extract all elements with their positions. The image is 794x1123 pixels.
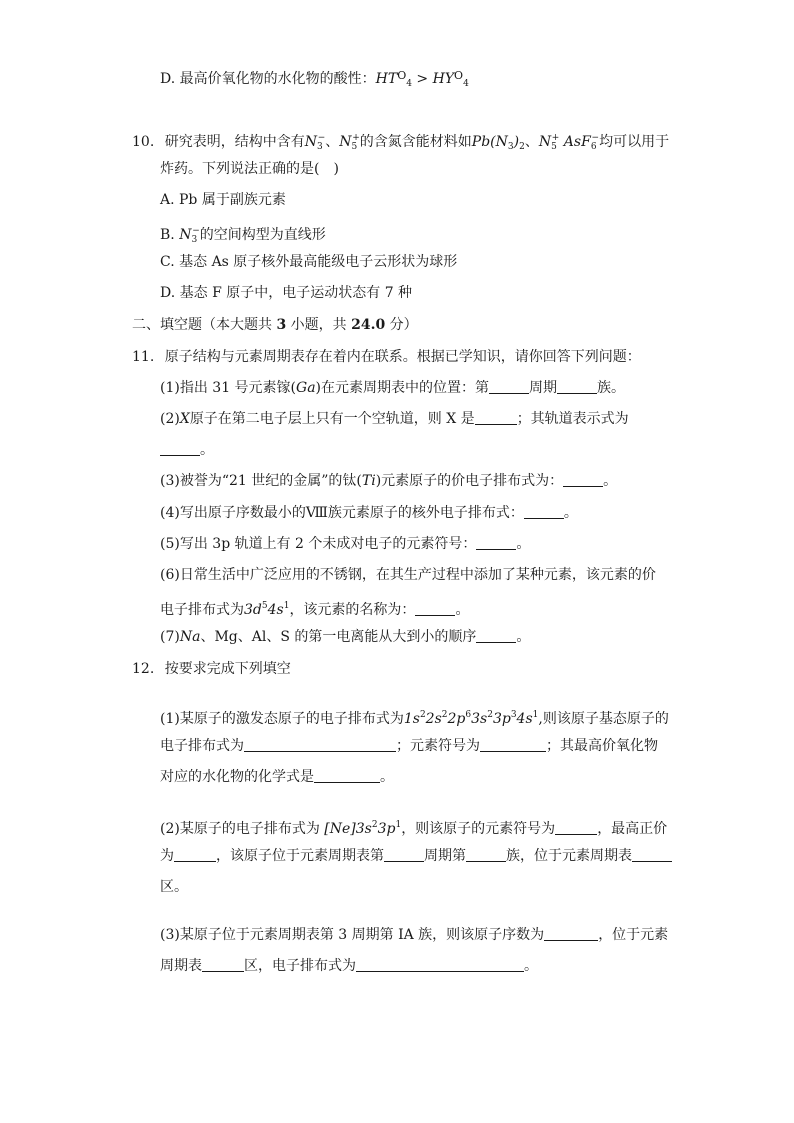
q11-part7-text: (7) bbox=[160, 629, 180, 645]
formula: X bbox=[179, 411, 190, 427]
q11-part6-text: 。 bbox=[455, 602, 470, 618]
formula: ) bbox=[513, 134, 520, 150]
q11-part3-text: 。 bbox=[603, 473, 618, 489]
q11-part1-text: 周期 bbox=[529, 380, 558, 396]
q11-part7-text: 、Mg、Al、S 的第一电离能从大到小的顺序 bbox=[200, 629, 477, 645]
q10-option-c: C. 基态 As 原子核外最高能级电子云形状为球形 bbox=[160, 254, 458, 270]
formula: 3 bbox=[191, 235, 198, 245]
q10-stem: 均可以用于 bbox=[599, 134, 670, 150]
q12-part2-text: 族，位于元素周期表 bbox=[506, 848, 632, 864]
q11-part5-text: (5)写出 3p 轨道上有 2 个未成对电子的元素符号： bbox=[160, 536, 477, 552]
formula: HY bbox=[432, 71, 455, 87]
q11-part6: (6)日常生活中广泛应用的不锈钢，在其生产过程中添加了某种元素，该元素的价 bbox=[160, 567, 656, 583]
section-score: 24.0 bbox=[351, 317, 386, 333]
q12-stem bbox=[132, 659, 291, 679]
formula: [Ne]3s bbox=[324, 821, 372, 837]
q12-part1-text: ,则该原子基态原子的 bbox=[538, 711, 669, 727]
q12-part2-cont bbox=[160, 846, 672, 866]
section-heading-mid: 小题，共 bbox=[286, 317, 352, 333]
q12-part3-text: 。 bbox=[524, 958, 538, 974]
formula: 2 bbox=[371, 820, 378, 830]
formula: 5 bbox=[551, 142, 557, 152]
formula: 2s bbox=[425, 711, 442, 727]
answer-blank[interactable] bbox=[480, 737, 546, 752]
q11-part6-text: 电子排布式为 bbox=[160, 602, 244, 618]
formula: 2 bbox=[519, 142, 525, 152]
q12-part2-text: ，最高正价 bbox=[597, 821, 668, 837]
q12-part1-text: 。 bbox=[380, 769, 394, 785]
q11-part4 bbox=[160, 503, 578, 523]
q12-part1-text: 电子排布式为 bbox=[160, 738, 244, 754]
formula: − bbox=[192, 226, 200, 236]
formula: 1 bbox=[395, 820, 402, 830]
q10-stem: 的含氮含能材料如 bbox=[359, 134, 472, 150]
formula: − bbox=[317, 133, 326, 143]
q11-part2-text: (2) bbox=[160, 411, 180, 427]
q12-part3-text: 周期表 bbox=[160, 958, 202, 974]
formula: Na bbox=[179, 629, 201, 645]
q11-part1-text: )在元素周期表中的位置：第 bbox=[315, 380, 490, 396]
answer-blank[interactable] bbox=[489, 379, 529, 394]
q12-part2-text: 周期第 bbox=[424, 848, 466, 864]
formula: 1 bbox=[532, 710, 539, 720]
q9-option-d-text: D. 最高价氧化物的水化物的酸性： bbox=[160, 71, 376, 87]
answer-blank[interactable] bbox=[524, 504, 564, 519]
formula: 4 bbox=[406, 79, 412, 89]
q11-part2-text: ；其轨道表示式为 bbox=[516, 411, 629, 427]
q12-part1-text: 对应的水化物的化学式是 bbox=[160, 769, 314, 785]
q12-part2-text: ，则该原子的元素符号为 bbox=[401, 821, 556, 837]
formula: − bbox=[591, 133, 600, 143]
q11-part5-text: 。 bbox=[516, 536, 531, 552]
formula: N bbox=[179, 227, 192, 243]
formula: Pb(N bbox=[471, 134, 508, 150]
section-question-count: 3 bbox=[276, 317, 287, 333]
q12-part2-text: ，该原子位于元素周期表第 bbox=[216, 848, 384, 864]
q11-part2-text: 原子在第二电子层上只有一个空轨道，则 X 是 bbox=[189, 411, 475, 427]
q10-option-b bbox=[160, 221, 326, 250]
answer-blank[interactable] bbox=[174, 847, 216, 862]
q11-part1-text: 族。 bbox=[597, 380, 626, 396]
q12-part1-cont2 bbox=[160, 767, 394, 787]
q12-part3-text: 区，电子排布式为 bbox=[244, 958, 356, 974]
q10-stem: 、 bbox=[325, 134, 340, 150]
formula: 2 bbox=[487, 710, 493, 720]
q11-part7-text: 。 bbox=[516, 629, 531, 645]
answer-blank[interactable] bbox=[356, 957, 524, 972]
q12-part2 bbox=[160, 815, 667, 839]
q12-part3-cont bbox=[160, 956, 538, 976]
q11-part3-text: (3)被誉为“21 世纪的金属”的钛( bbox=[160, 473, 362, 489]
answer-blank[interactable] bbox=[476, 535, 516, 550]
q11-part1 bbox=[160, 378, 625, 398]
formula: 3 bbox=[510, 710, 517, 720]
formula: O bbox=[397, 69, 407, 82]
q11-part2-text: 。 bbox=[200, 442, 214, 458]
formula: N bbox=[304, 134, 317, 150]
answer-blank[interactable] bbox=[544, 926, 598, 941]
answer-blank[interactable] bbox=[160, 441, 200, 456]
formula: N bbox=[538, 134, 552, 150]
answer-blank[interactable] bbox=[384, 847, 424, 862]
formula: HT bbox=[375, 71, 398, 87]
answer-blank[interactable] bbox=[632, 847, 672, 862]
q11-intro: 原子结构与元素周期表存在着内在联系。根据已学知识，请你回答下列问题： bbox=[164, 349, 641, 365]
formula: + bbox=[551, 133, 560, 143]
answer-blank[interactable] bbox=[476, 628, 516, 643]
formula: + bbox=[352, 133, 360, 143]
q10-option-a: A. Pb 属于副族元素 bbox=[160, 192, 286, 208]
formula: 4 bbox=[463, 79, 469, 89]
formula: N bbox=[339, 134, 352, 150]
q11-part4-text: 。 bbox=[563, 505, 578, 521]
q11-stem bbox=[132, 347, 641, 367]
q11-part7 bbox=[160, 627, 530, 647]
answer-blank[interactable] bbox=[557, 379, 597, 394]
formula: 2 bbox=[441, 710, 448, 720]
formula: Ti bbox=[361, 473, 376, 489]
q10-option-b-text: 的空间构型为直线形 bbox=[199, 227, 326, 243]
formula: 6 bbox=[465, 710, 472, 720]
q12-part2-text: (2)某原子的电子排布式为 bbox=[160, 821, 325, 837]
answer-blank[interactable] bbox=[563, 472, 603, 487]
formula: 1 bbox=[283, 601, 290, 611]
answer-blank[interactable] bbox=[314, 768, 380, 783]
q12-part2-text: 为 bbox=[160, 848, 174, 864]
q11-part2 bbox=[160, 409, 629, 429]
formula: 2 bbox=[419, 710, 426, 720]
q11-part3 bbox=[160, 471, 617, 491]
formula: O bbox=[454, 69, 464, 82]
q12-part1-cont bbox=[160, 736, 658, 756]
q11-part1-text: (1)指出 31 号元素镓( bbox=[160, 380, 297, 396]
section-heading bbox=[132, 315, 418, 335]
formula: 4s bbox=[267, 602, 284, 618]
question-number: 11. bbox=[132, 349, 155, 365]
q11-part5 bbox=[160, 534, 530, 554]
formula: 3p bbox=[377, 821, 396, 837]
formula: 3 bbox=[507, 142, 514, 152]
answer-blank[interactable] bbox=[415, 601, 455, 616]
q12-part1 bbox=[160, 705, 669, 729]
answer-blank[interactable] bbox=[244, 737, 396, 752]
q9-option-d bbox=[160, 66, 469, 94]
q12-intro: 按要求完成下列填空 bbox=[164, 661, 291, 677]
q10-option-b-label: B. bbox=[160, 227, 180, 243]
question-number: 12. bbox=[132, 661, 155, 677]
formula: AsF bbox=[559, 134, 591, 150]
formula: 3p bbox=[492, 711, 511, 727]
answer-blank[interactable] bbox=[202, 957, 244, 972]
formula: 3 bbox=[316, 142, 323, 152]
q12-part3-text: ，位于元素 bbox=[598, 927, 669, 943]
q12-part1-text: ；其最高价氧化物 bbox=[546, 738, 658, 754]
answer-blank[interactable] bbox=[555, 820, 597, 835]
formula: Ga bbox=[296, 380, 316, 396]
formula: 5 bbox=[351, 142, 358, 152]
q10-stem: 研究表明，结构中含有 bbox=[164, 134, 305, 150]
q10-stem-line1 bbox=[132, 128, 669, 157]
section-heading-suffix: 分） bbox=[385, 317, 418, 333]
question-number: 10. bbox=[132, 134, 155, 150]
answer-blank[interactable] bbox=[475, 410, 517, 425]
q10-option-d: D. 基态 F 原子中，电子运动状态有 7 种 bbox=[160, 285, 413, 301]
q12-part1-text: (1)某原子的激发态原子的电子排布式为 bbox=[160, 711, 404, 727]
q10-stem: 、 bbox=[524, 134, 539, 150]
formula: 6 bbox=[590, 142, 597, 152]
formula: 1s bbox=[403, 711, 420, 727]
q12-part2-cont2: 区。 bbox=[160, 879, 188, 895]
q11-part6-text: ，该元素的名称为： bbox=[289, 602, 416, 618]
q10-stem-line2: 炸药。下列说法正确的是( ) bbox=[160, 161, 339, 177]
q11-part4-text: (4)写出原子序数最小的Ⅷ族元素原子的核外电子排布式： bbox=[160, 505, 524, 521]
formula: > bbox=[411, 71, 433, 87]
formula: 5 bbox=[261, 601, 268, 611]
q11-part3-text: )元素原子的价电子排布式为： bbox=[375, 473, 564, 489]
formula: 3s bbox=[471, 711, 488, 727]
q11-part2-cont bbox=[160, 440, 214, 460]
formula: 3d bbox=[244, 602, 262, 618]
q12-part3-text: (3)某原子位于元素周期表第 3 周期第 IA 族，则该原子序数为 bbox=[160, 927, 545, 943]
q12-part3 bbox=[160, 925, 668, 945]
answer-blank[interactable] bbox=[466, 847, 506, 862]
section-heading-prefix: 二、填空题（本大题共 bbox=[132, 317, 277, 333]
formula: 4s bbox=[516, 711, 533, 727]
q12-part1-text: ；元素符号为 bbox=[396, 738, 480, 754]
formula: 2p bbox=[447, 711, 466, 727]
q11-part6-cont bbox=[160, 596, 469, 620]
